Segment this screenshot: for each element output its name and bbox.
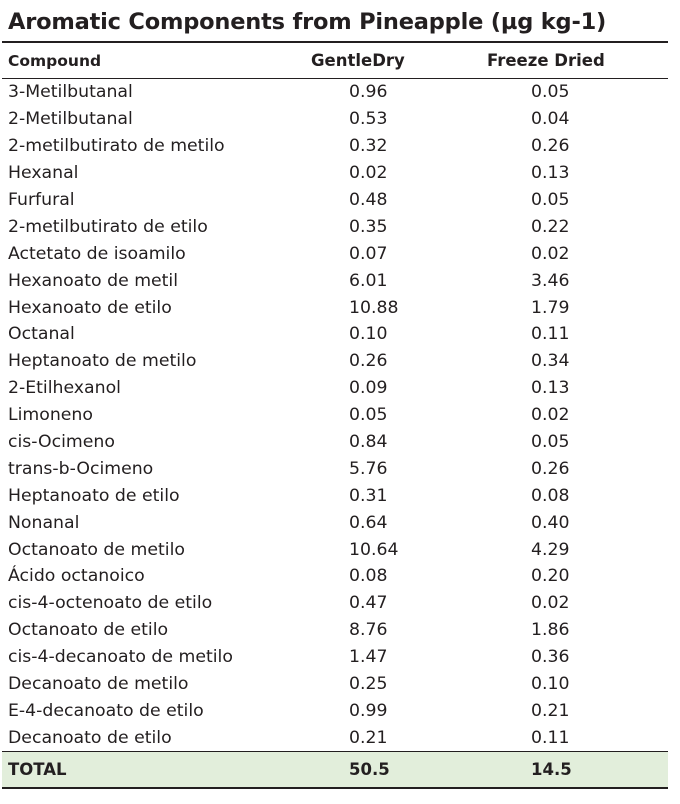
compound-cell: Octanoato de metilo	[8, 539, 185, 560]
table-title: Aromatic Components from Pineapple (µg kg-1)	[8, 9, 607, 35]
compound-cell: 3-Metilbutanal	[8, 82, 133, 103]
bottom-rule	[2, 787, 668, 789]
compound-cell: cis-Ocimeno	[8, 432, 115, 453]
compound-cell: Furfural	[8, 190, 75, 210]
freeze-dried-cell: 0.02	[531, 243, 570, 264]
compound-cell: 2-Etilhexanol	[8, 378, 121, 399]
table-row	[2, 724, 668, 751]
gentledry-cell: 0.21	[349, 727, 388, 748]
table-row	[2, 509, 668, 536]
gentledry-cell: 0.84	[349, 432, 388, 453]
table-row	[2, 536, 668, 563]
gentledry-cell: 8.76	[349, 620, 388, 641]
gentledry-cell: 0.35	[349, 216, 388, 237]
table-row	[2, 482, 668, 509]
gentledry-cell: 1.47	[349, 647, 388, 668]
compound-cell: Decanoato de etilo	[8, 727, 172, 748]
table-row	[2, 375, 668, 402]
gentledry-cell: 0.47	[349, 593, 388, 614]
freeze-dried-cell: 0.36	[531, 647, 570, 668]
table-row	[2, 348, 668, 375]
freeze-dried-cell: 0.08	[531, 485, 570, 506]
compound-cell: cis-4-decanoato de metilo	[8, 647, 233, 668]
gentledry-cell: 0.10	[349, 324, 388, 345]
freeze-dried-cell: 0.05	[531, 432, 570, 453]
header-gentledry: GentleDry	[311, 51, 405, 70]
aroma-table-total	[2, 752, 668, 787]
freeze-dried-cell: 0.21	[531, 700, 570, 721]
total-gentledry: 50.5	[306, 752, 479, 787]
freeze-dried-cell: 1.79	[531, 297, 570, 318]
gentledry-cell: 0.25	[349, 674, 388, 695]
compound-cell: cis-4-octenoato de etilo	[8, 593, 213, 614]
gentledry-cell: 0.07	[349, 243, 388, 264]
gentledry-cell: 0.32	[349, 136, 388, 157]
table-row	[2, 133, 668, 160]
header-row	[2, 43, 668, 78]
compound-cell: Octanal	[8, 324, 75, 345]
gentledry-cell: 0.99	[349, 700, 388, 721]
gentledry-cell: 10.64	[349, 539, 399, 560]
freeze-dried-cell: 0.26	[531, 136, 570, 157]
freeze-dried-cell: 0.02	[531, 405, 570, 426]
table-row	[2, 617, 668, 644]
table-row	[2, 267, 668, 294]
compound-cell: Hexanal	[8, 163, 79, 184]
compound-cell: 2-metilbutirato de etilo	[8, 216, 208, 237]
table-row	[2, 294, 668, 321]
freeze-dried-cell: 0.20	[531, 566, 570, 587]
total-label: TOTAL	[2, 752, 306, 787]
table-row	[2, 402, 668, 429]
compound-cell: Octanoato de etilo	[8, 620, 169, 641]
total-row	[2, 752, 668, 787]
freeze-dried-cell: 0.11	[531, 727, 570, 748]
aroma-table	[2, 43, 668, 78]
freeze-dried-cell: 0.05	[531, 190, 570, 210]
compound-cell: trans-b-Ocimeno	[8, 458, 154, 479]
freeze-dried-cell: 0.22	[531, 216, 570, 237]
gentledry-cell: 0.96	[349, 82, 388, 103]
compound-cell: Hexanoato de etilo	[8, 297, 172, 318]
gentledry-cell: 0.31	[349, 485, 388, 506]
freeze-dried-cell: 0.11	[531, 324, 570, 345]
table-row	[2, 106, 668, 133]
gentledry-cell: 10.88	[349, 297, 399, 318]
freeze-dried-cell: 1.86	[531, 620, 570, 641]
gentledry-cell: 5.76	[349, 458, 388, 479]
compound-cell: Decanoato de metilo	[8, 674, 189, 695]
aroma-table-container	[2, 4, 668, 789]
gentledry-cell: 0.64	[349, 512, 388, 533]
freeze-dried-cell: 4.29	[531, 539, 570, 560]
gentledry-cell: 0.02	[349, 163, 388, 184]
freeze-dried-cell: 0.04	[531, 109, 570, 130]
freeze-dried-cell: 0.02	[531, 593, 570, 614]
table-row	[2, 160, 668, 187]
compound-cell: E-4-decanoato de etilo	[8, 700, 204, 721]
compound-cell: 2-Metilbutanal	[8, 109, 133, 130]
gentledry-cell: 0.48	[349, 190, 388, 210]
compound-cell: Heptanoato de etilo	[8, 485, 180, 506]
table-row	[2, 321, 668, 348]
compound-cell: Hexanoato de metil	[8, 270, 179, 291]
compound-cell: Limoneno	[8, 405, 93, 426]
table-row	[2, 644, 668, 671]
compound-cell: Ácido octanoico	[8, 566, 145, 587]
freeze-dried-cell: 3.46	[531, 270, 570, 291]
gentledry-cell: 0.08	[349, 566, 388, 587]
total-freeze-dried: 14.5	[479, 752, 668, 787]
gentledry-cell: 0.53	[349, 109, 388, 130]
gentledry-cell: 0.26	[349, 351, 388, 372]
compound-cell: 2-metilbutirato de metilo	[8, 136, 225, 157]
table-row	[2, 213, 668, 240]
table-row	[2, 79, 668, 106]
table-row	[2, 563, 668, 590]
freeze-dried-cell: 0.10	[531, 674, 570, 695]
aroma-table-body	[2, 79, 668, 751]
compound-cell: Actetato de isoamilo	[8, 243, 186, 264]
header-freeze-dried: Freeze Dried	[487, 51, 605, 70]
table-row	[2, 671, 668, 698]
freeze-dried-cell: 0.05	[531, 82, 570, 103]
table-row	[2, 187, 668, 214]
table-row	[2, 240, 668, 267]
freeze-dried-cell: 0.26	[531, 458, 570, 479]
freeze-dried-cell: 0.34	[531, 351, 570, 372]
table-row	[2, 429, 668, 456]
compound-cell: Nonanal	[8, 512, 80, 533]
table-row	[2, 455, 668, 482]
header-compound: Compound	[8, 51, 102, 70]
freeze-dried-cell: 0.13	[531, 163, 570, 184]
compound-cell: Heptanoato de metilo	[8, 351, 197, 372]
freeze-dried-cell: 0.13	[531, 378, 570, 399]
gentledry-cell: 0.05	[349, 405, 388, 426]
table-row	[2, 590, 668, 617]
gentledry-cell: 0.09	[349, 378, 388, 399]
freeze-dried-cell: 0.40	[531, 512, 570, 533]
gentledry-cell: 6.01	[349, 270, 388, 291]
table-row	[2, 697, 668, 724]
